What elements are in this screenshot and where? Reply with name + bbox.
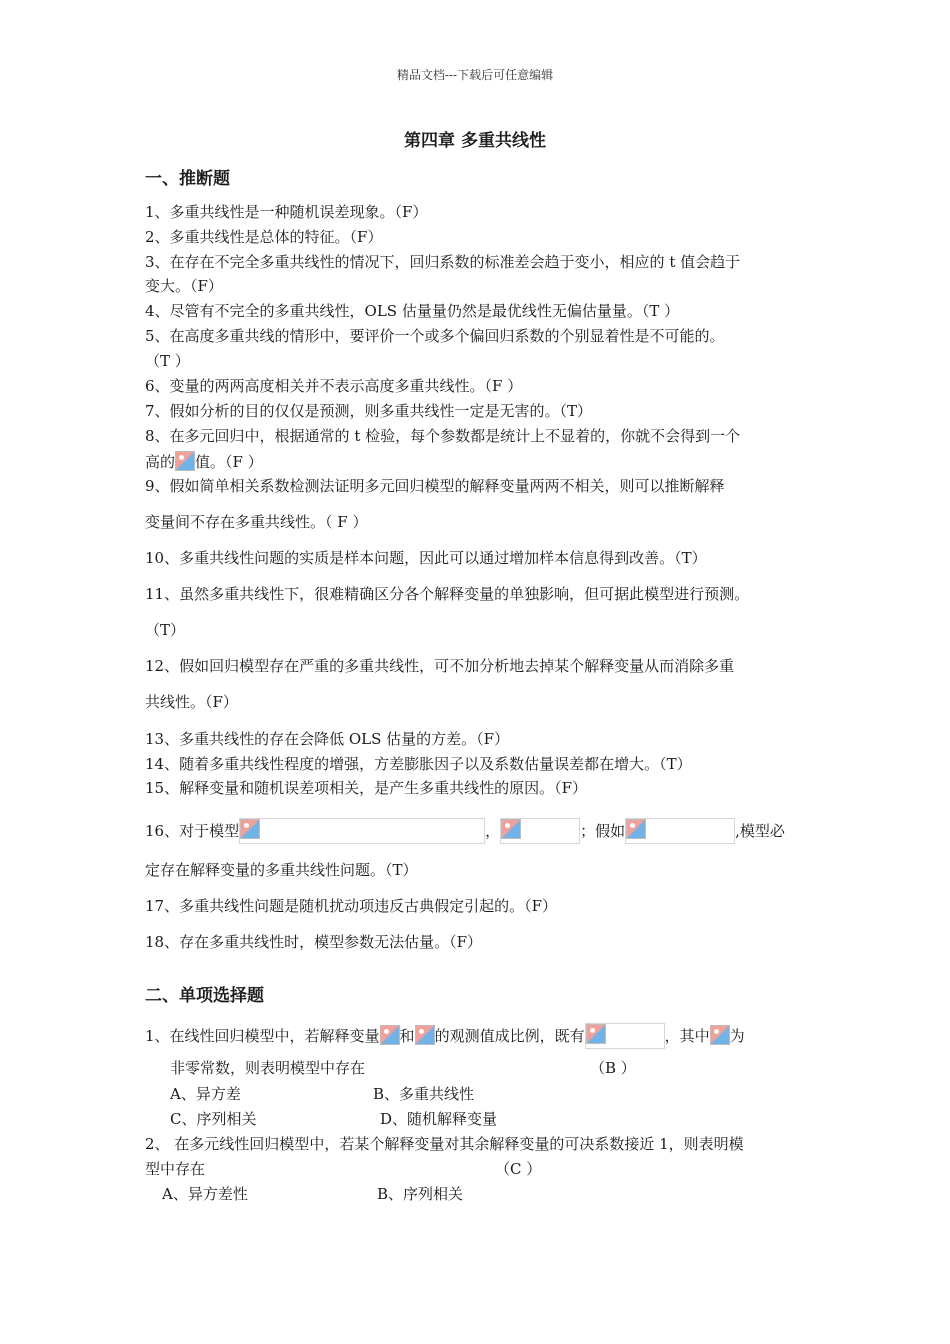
formula-image-placeholder — [500, 818, 580, 844]
statement-line: 15、解释变量和随机误差项相关，是产生多重共线性的原因。（F） — [145, 779, 587, 797]
formula-image-placeholder — [585, 1023, 665, 1049]
option-a: A、异方差 — [170, 1085, 241, 1103]
statement-text: 16、对于模型 — [145, 822, 240, 840]
question-line: 型中存在 — [145, 1160, 206, 1178]
option-b: B、序列相关 — [377, 1185, 464, 1203]
question-line: 非零常数，则表明模型中存在 — [170, 1059, 366, 1077]
option-d: D、随机解释变量 — [380, 1110, 498, 1128]
question-text: 的观测值成比例，既有 — [434, 1027, 585, 1045]
broken-image-icon — [710, 1025, 730, 1045]
page-header: 精品文档---下载后可任意编辑 — [396, 68, 554, 82]
statement-line: 7、假如分析的目的仅仅是预测，则多重共线性一定是无害的。（T） — [145, 402, 593, 420]
statement-line: （T） — [145, 621, 186, 639]
option-c: C、序列相关 — [170, 1110, 257, 1128]
statement-line-q16 — [145, 818, 785, 844]
question-text: 为 — [729, 1027, 745, 1045]
statement-text: ,模型必 — [735, 822, 785, 840]
broken-image-icon — [240, 819, 260, 839]
question-text: 1、在线性回归模型中，若解释变量 — [145, 1027, 380, 1045]
answer-label: （B ） — [590, 1059, 636, 1077]
statement-line: 6、变量的两两高度相关并不表示高度多重共线性。（F ） — [145, 377, 523, 395]
chapter-title: 第四章 多重共线性 — [404, 131, 546, 151]
broken-image-icon — [501, 819, 521, 839]
statement-line: 1、多重共线性是一种随机误差现象。（F） — [145, 203, 428, 221]
option-a: A、异方差性 — [162, 1185, 248, 1203]
statement-text: ；假如 — [580, 822, 626, 840]
statement-line — [145, 451, 263, 472]
broken-image-icon — [586, 1024, 606, 1044]
formula-image-placeholder — [239, 818, 485, 844]
statement-line: 17、多重共线性问题是随机扰动项违反古典假定引起的。（F） — [145, 897, 557, 915]
statement-line: （T ） — [145, 352, 190, 370]
statement-line: 变量间不存在多重共线性。（ F ） — [145, 513, 368, 531]
statement-line: 10、多重共线性问题的实质是样本问题，因此可以通过增加样本信息得到改善。（T） — [145, 549, 707, 567]
statement-text: 高的 — [145, 453, 176, 471]
question-text: ，其中 — [664, 1027, 710, 1045]
statement-text: 值。（F ） — [195, 453, 263, 471]
formula-image-placeholder — [625, 818, 735, 844]
option-b: B、多重共线性 — [373, 1085, 475, 1103]
broken-image-icon — [415, 1025, 435, 1045]
statement-line: 18、存在多重共线性时，模型参数无法估量。（F） — [145, 933, 482, 951]
section-heading-true-false: 一、推断题 — [145, 169, 230, 189]
statement-text: ， — [485, 822, 501, 840]
broken-image-icon — [380, 1025, 400, 1045]
broken-image-icon — [626, 819, 646, 839]
statement-line: 4、尽管有不完全的多重共线性，OLS 估量量仍然是最优线性无偏估量量。（T ） — [145, 302, 680, 320]
question-text: 和 — [399, 1027, 415, 1045]
statement-line: 定存在解释变量的多重共线性问题。（T） — [145, 861, 418, 879]
question-line-q1 — [145, 1023, 745, 1049]
statement-line: 3、在存在不完全多重共线性的情况下，回归系数的标准差会趋于变小，相应的 t 值会趋于 — [145, 253, 741, 271]
statement-line: 11、虽然多重共线性下，很难精确区分各个解释变量的单独影响，但可据此模型进行预测。 — [145, 585, 750, 603]
broken-image-icon — [175, 451, 195, 471]
statement-line: 5、在高度多重共线的情形中，要评价一个或多个偏回归系数的个别显着性是不可能的。 — [145, 327, 725, 345]
statement-line: 9、假如简单相关系数检测法证明多元回归模型的解释变量两两不相关，则可以推断解释 — [145, 477, 725, 495]
statement-line: 13、多重共线性的存在会降低 OLS 估量的方差。（F） — [145, 730, 510, 748]
statement-line: 8、在多元回归中，根据通常的 t 检验，每个参数都是统计上不显着的，你就不会得到一个 — [145, 427, 741, 445]
answer-label: （C ） — [495, 1160, 542, 1178]
question-line-q2: 2、 在多元线性回归模型中，若某个解释变量对其余解释变量的可决系数接近 1，则表明模 — [145, 1135, 744, 1153]
statement-line: 2、多重共线性是总体的特征。（F） — [145, 228, 383, 246]
section-heading-single-choice: 二、单项选择题 — [145, 986, 264, 1006]
statement-line: 变大。（F） — [145, 277, 223, 295]
statement-line: 12、假如回归模型存在严重的多重共线性，可不加分析地去掉某个解释变量从而消除多重 — [145, 657, 735, 675]
statement-line: 共线性。（F） — [145, 693, 238, 711]
statement-line: 14、随着多重共线性程度的增强，方差膨胀因子以及系数估量误差都在增大。（T） — [145, 755, 692, 773]
